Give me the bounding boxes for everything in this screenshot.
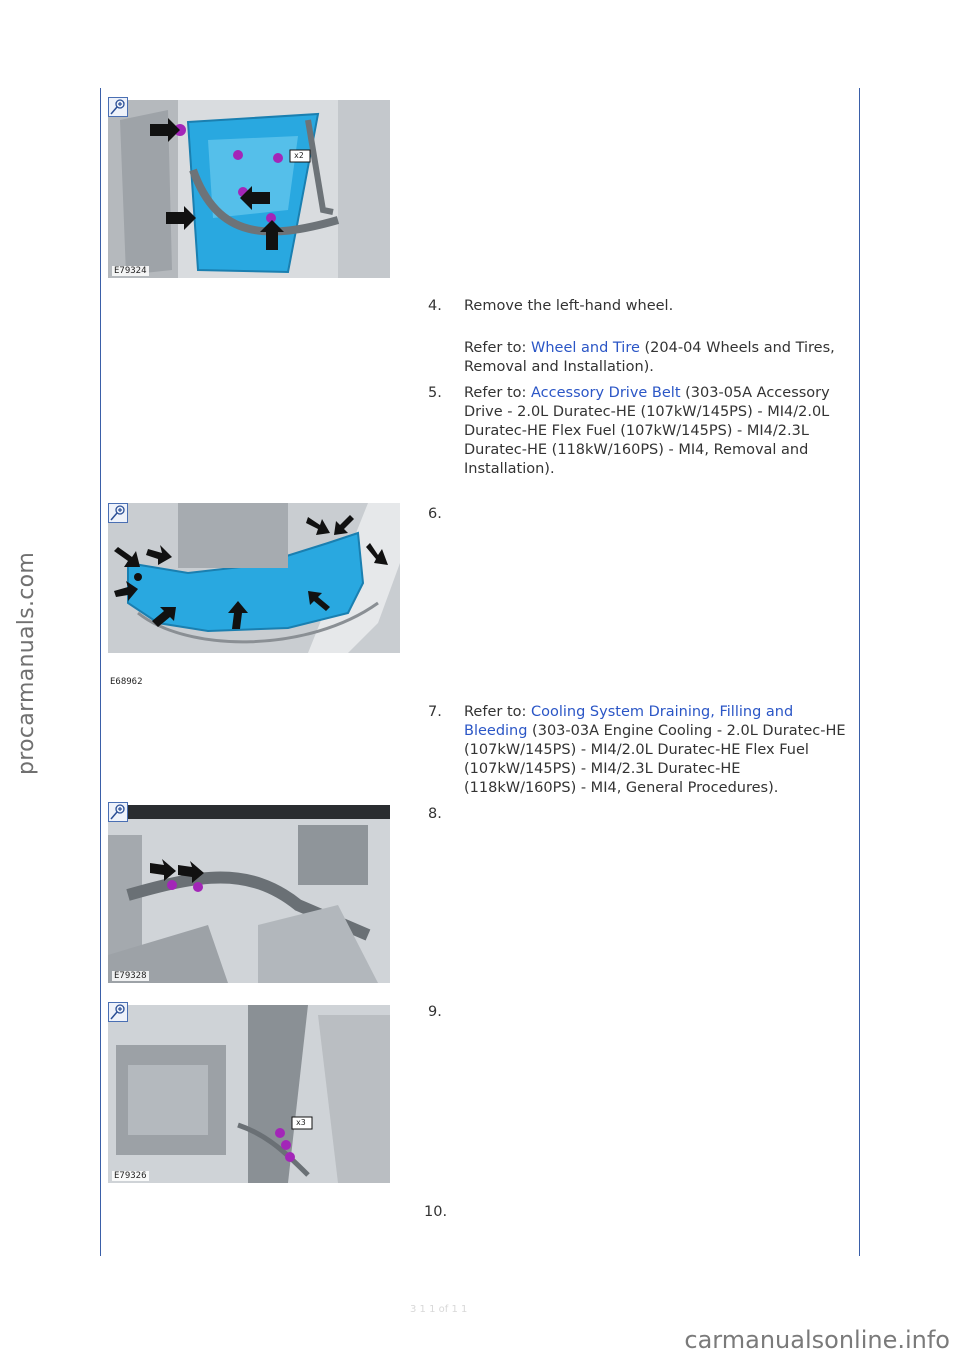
reference-text [464, 339, 856, 377]
reference-prefix: Refer to: [464, 704, 531, 720]
step-number: 7. [428, 704, 442, 720]
step-number: 8. [428, 806, 442, 822]
reference-suffix: (303-03A Engine Cooling - 2.0L Duratec-HE (107kW/145PS) - MI4/2.0L Duratec-HE Flex Fuel (107kW/145PS) - MI4/2.3L Duratec-HE (118kW/160PS) - MI4, General Procedures). [464, 723, 846, 796]
frame-left-line [100, 88, 101, 1256]
figure-e79328-label: E79328 [114, 971, 147, 981]
step-number: 5. [428, 385, 442, 401]
zoom-icon[interactable] [108, 503, 128, 523]
step-number: 4. [428, 298, 442, 314]
figure-e79324-callout: x2 [294, 151, 304, 160]
zoom-icon[interactable] [108, 97, 128, 117]
bottom-watermark: carmanualsonline.info [684, 1326, 950, 1354]
reference-suffix: (204-04 Wheels and Tires, Removal and Installation). [464, 340, 835, 375]
frame-right-line [859, 88, 860, 1256]
link-cooling-system[interactable]: Cooling System Draining, Filling and Bleeding [464, 704, 794, 739]
reference-suffix: (303-05A Accessory Drive - 2.0L Duratec-HE (107kW/145PS) - MI4/2.0L Duratec-HE Flex Fuel (107kW/145PS) - MI4/2.3L Duratec-HE (118kW/160PS) - MI4, Removal and Installation). [464, 385, 830, 477]
page-number: 3 1 1 of 1 1 [410, 1304, 468, 1315]
figure-e79328-illustration [108, 805, 390, 983]
figure-e68962-illustration [108, 503, 400, 689]
zoom-icon[interactable] [108, 1002, 128, 1022]
zoom-icon-graphic [109, 803, 127, 821]
figure-e79326-illustration [108, 1005, 390, 1183]
reference-prefix: Refer to: [464, 340, 531, 356]
figure-e68962 [108, 503, 400, 689]
step-number: 9. [428, 1004, 442, 1020]
figure-e79328 [108, 805, 390, 983]
link-wheel-and-tire[interactable]: Wheel and Tire [531, 340, 640, 356]
link-accessory-drive-belt[interactable]: Accessory Drive Belt [531, 385, 681, 401]
step-text: Remove the left-hand wheel. [464, 298, 674, 314]
figure-e68962-label: E68962 [110, 677, 143, 687]
figure-e79326-label: E79326 [114, 1171, 147, 1181]
zoom-icon-graphic [109, 1003, 127, 1021]
reference-prefix: Refer to: [464, 385, 531, 401]
figure-e79326-callout: x3 [296, 1118, 306, 1127]
step-text [464, 703, 856, 798]
figure-e79324-label: E79324 [114, 266, 147, 276]
zoom-icon-graphic [109, 504, 127, 522]
side-watermark: procarmanuals.com [14, 551, 39, 775]
step-number: 10. [424, 1204, 448, 1220]
step-number: 6. [428, 506, 442, 522]
figure-e79326 [108, 1005, 390, 1183]
figure-e79324-illustration [108, 100, 390, 278]
zoom-icon-graphic [109, 98, 127, 116]
step-text [464, 384, 856, 479]
zoom-icon[interactable] [108, 802, 128, 822]
figure-e79324 [108, 100, 390, 278]
